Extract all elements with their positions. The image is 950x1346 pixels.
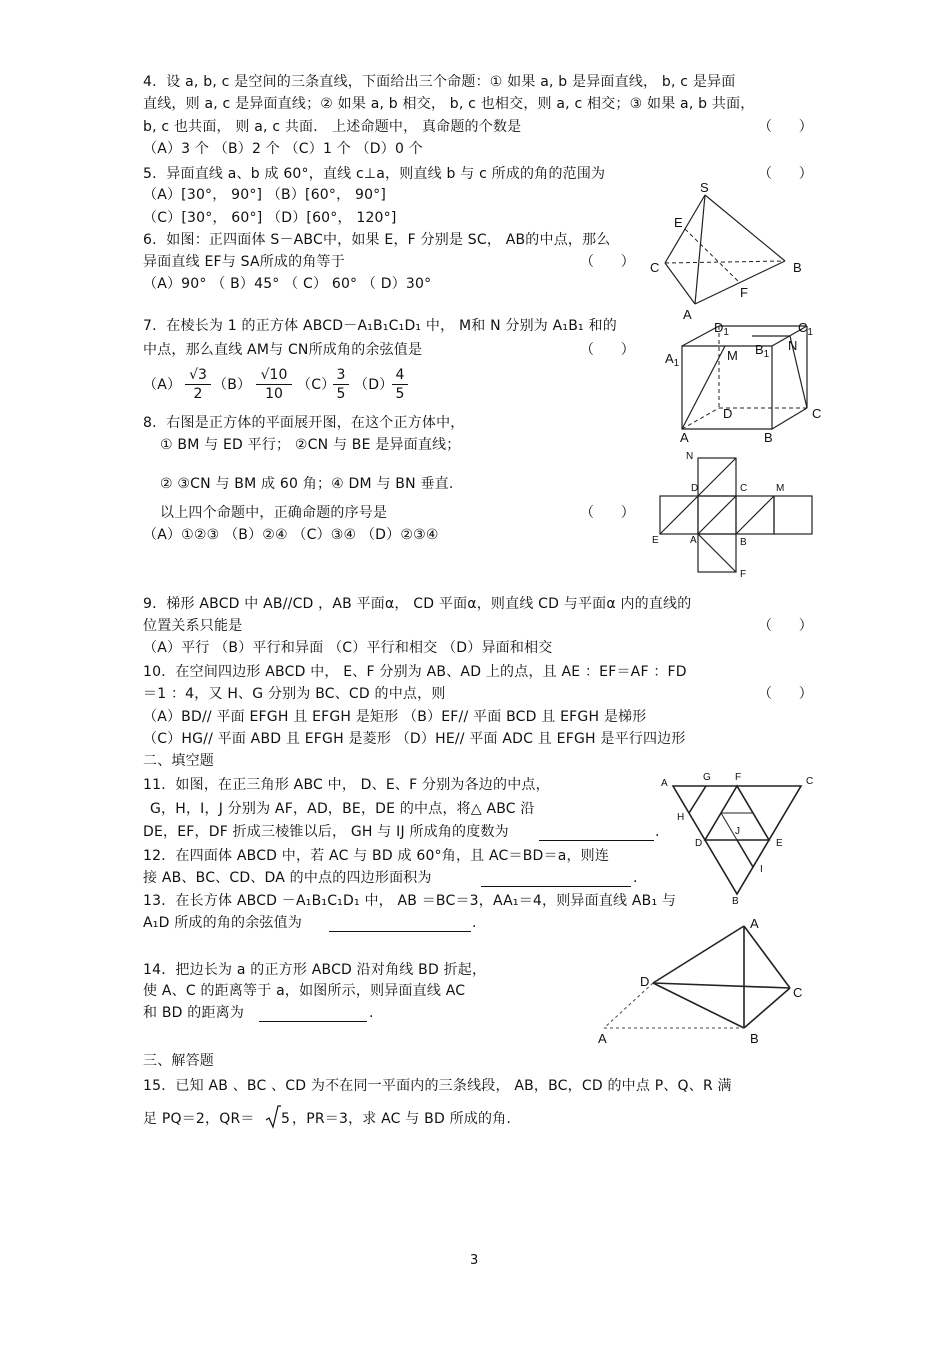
q7-line1: 7．在棱长为 1 的正方体 ABCD－A₁B₁C₁D₁ 中， M和 N 分别为 A₁B₁ 和的 — [143, 318, 617, 334]
q8-options: （A）①②③ （B）②④ （C）③④ （D）②③④ — [143, 527, 439, 543]
q5-line1: 5．异面直线 a、b 成 60°，直线 c⊥a，则直线 b 与 c 所成的角的范围为 — [143, 166, 606, 182]
q7-frac-b — [256, 366, 292, 403]
q12-period: . — [633, 870, 638, 886]
q10-answer-paren: （ ） — [758, 686, 813, 702]
q7-frac-a-num: √3 — [185, 366, 211, 385]
label-E: E — [674, 215, 683, 230]
q15-line2a: 足 PQ＝2，QR＝ — [143, 1111, 255, 1127]
q7-frac-c-num: 3 — [333, 366, 349, 385]
q11-answer-blank[interactable] — [539, 822, 654, 841]
label-B: B — [764, 430, 773, 445]
label-C: C — [793, 985, 803, 1000]
label-C: C — [650, 260, 660, 275]
q10-options-cd: （C）HG// 平面 ABD 且 EFGH 是菱形 （D）HE// 平面 ADC 且 EFGH 是平行四边形 — [143, 731, 686, 747]
q4-options: （A）3 个 （B）2 个 （C）1 个 （D）0 个 — [143, 141, 423, 157]
label-C1: $C_1$ — [798, 320, 813, 338]
q14-line2: 使 A、C 的距离等于 a，如图所示，则异面直线 AC — [143, 983, 466, 999]
q13-line2: A₁D 所成的角的余弦值为 — [143, 915, 303, 931]
q7-frac-c — [333, 366, 349, 403]
label-S: S — [700, 180, 709, 195]
q15-sqrt-radicand: 5 — [281, 1111, 291, 1127]
q14-answer-blank[interactable] — [259, 1003, 367, 1022]
q7-opt-d: （D） — [354, 377, 394, 393]
q7-line2: 中点，那么直线 AM与 CN所成角的余弦值是 — [143, 342, 423, 358]
section-fill-in: 二、填空题 — [143, 753, 214, 769]
label-D1: $D_1$ — [714, 320, 729, 338]
label-A: A — [680, 430, 689, 445]
label-A-bottom: A — [598, 1031, 607, 1046]
q7-frac-d-den: 5 — [395, 386, 405, 402]
sqrt-sign — [265, 1104, 281, 1130]
q10-line1: 10．在空间四边形 ABCD 中， E、F 分别为 AB、AD 上的点，且 AE ：EF＝AF ：FD — [143, 664, 687, 680]
q4-line3: b, c 也共面， 则 a, c 共面． 上述命题中， 真命题的个数是 — [143, 119, 522, 135]
q11-line1: 11．如图，在正三角形 ABC 中， D、E、F 分别为各边的中点， — [143, 777, 550, 793]
q15-line2b: ，PR＝3，求 AC 与 BD 所成的角. — [292, 1111, 512, 1127]
q12-line2: 接 AB、BC、CD、DA 的中点的四边形面积为 — [143, 870, 432, 886]
label-N: N — [686, 451, 694, 462]
q11-period: . — [655, 824, 660, 840]
label-B: B — [732, 896, 739, 907]
label-D: D — [723, 406, 733, 421]
q7-opt-c: （C） — [297, 377, 336, 393]
q4-line2: 直线，则 a, c 是异面直线；② 如果 a, b 相交， b, c 也相交，则 a, c 相交；③ 如果 a, b 共面， — [143, 96, 755, 112]
label-F: F — [735, 772, 742, 783]
q8-line2: ① BM 与 ED 平行； ②CN 与 BE 是异面直线； — [160, 437, 461, 453]
cube-net-figure — [648, 448, 828, 580]
q8-line3: ② ③CN 与 BM 成 60 角；④ DM 与 BN 垂直. — [160, 476, 454, 492]
label-A-top: A — [750, 916, 759, 931]
label-A1: $A_1$ — [665, 351, 680, 369]
q13-line1: 13．在长方体 ABCD －A₁B₁C₁D₁ 中， AB ＝BC＝3，AA₁＝4，则异面直线 AB₁ 与 — [143, 893, 677, 909]
q7-frac-d-num: 4 — [392, 366, 408, 385]
q15-line1: 15．已知 AB 、BC 、CD 为不在同一平面内的三条线段， AB，BC，CD 的中点 P、Q、R 满 — [143, 1078, 732, 1094]
q4-line1: 4．设 a, b, c 是空间的三条直线，下面给出三个命题：① 如果 a, b 是异面直线， b, c 是异面 — [143, 74, 736, 90]
q5-options-ab: （A）[30°， 90°] （B）[60°， 90°] — [143, 187, 387, 203]
q6-line1: 6．如图：正四面体 S－ABC中，如果 E，F 分别是 SC， AB的中点，那么 — [143, 232, 611, 248]
q14-line3: 和 BD 的距离为 — [143, 1005, 245, 1021]
label-D: D — [640, 974, 650, 989]
q7-frac-a — [185, 366, 211, 403]
label-F: F — [740, 285, 748, 300]
label-B: B — [793, 260, 802, 275]
q9-answer-paren: （ ） — [758, 618, 813, 634]
label-I: I — [760, 864, 763, 875]
q12-line1: 12．在四面体 ABCD 中，若 AC 与 BD 成 60°角，且 AC＝BD＝a，则连 — [143, 848, 610, 864]
q7-frac-a-den: 2 — [193, 386, 203, 402]
q6-line2: 异面直线 EF与 SA所成的角等于 — [143, 254, 345, 270]
label-E: E — [652, 535, 659, 546]
q8-line4: 以上四个命题中，正确命题的序号是 — [160, 505, 388, 521]
label-E: E — [776, 838, 783, 849]
label-C: C — [812, 406, 822, 421]
cube-figure — [662, 318, 832, 448]
label-G: G — [703, 772, 711, 783]
folded-square-figure — [590, 912, 810, 1047]
label-F: F — [740, 569, 747, 580]
q7-opt-b: （B） — [213, 377, 252, 393]
label-A: A — [661, 778, 668, 789]
q7-answer-paren: （ ） — [580, 342, 635, 358]
tetrahedron-figure — [645, 178, 820, 323]
q10-options-ab: （A）BD// 平面 EFGH 且 EFGH 是矩形 （B）EF// 平面 BCD 且 EFGH 是梯形 — [143, 709, 647, 725]
q13-answer-blank[interactable] — [329, 913, 471, 932]
section-solutions: 三、解答题 — [143, 1053, 214, 1069]
q6-answer-paren: （ ） — [580, 254, 635, 270]
label-B: B — [750, 1031, 759, 1046]
label-B: B — [740, 537, 747, 548]
q7-frac-b-den: 10 — [265, 386, 283, 402]
label-D: D — [695, 838, 703, 849]
page-number: 3 — [470, 1253, 479, 1268]
q12-answer-blank[interactable] — [481, 868, 631, 887]
triangle-figure — [655, 768, 820, 908]
q11-line2: G，H，I，J 分别为 AF，AD，BE，DE 的中点，将△ ABC 沿 — [150, 801, 535, 817]
q9-line1: 9．梯形 ABCD 中 AB//CD ，AB 平面α， CD 平面α，则直线 CD 与平面α 内的直线的 — [143, 596, 692, 612]
q9-options: （A）平行 （B）平行和异面 （C）平行和相交 （D）异面和相交 — [143, 640, 553, 656]
label-D: D — [691, 483, 699, 494]
q7-frac-b-num: √10 — [256, 366, 292, 385]
q14-period: . — [369, 1005, 374, 1021]
q7-frac-c-den: 5 — [336, 386, 346, 402]
q5-options-cd: （C）[30°， 60°] （D）[60°， 120°] — [143, 210, 397, 226]
label-C: C — [740, 483, 748, 494]
q5-answer-paren: （ ） — [758, 166, 813, 182]
q6-options: （A）90° （ B）45° （ C） 60° （ D）30° — [143, 276, 432, 292]
q8-answer-paren: （ ） — [580, 505, 635, 521]
label-H: H — [677, 812, 685, 823]
q7-opt-a: （A） — [143, 377, 182, 393]
label-A: A — [683, 307, 692, 322]
q13-period: . — [472, 915, 477, 931]
q10-line2: ＝1 ：4，又 H、G 分别为 BC、CD 的中点，则 — [143, 686, 446, 702]
q8-line1: 8．右图是正方体的平面展开图，在这个正方体中， — [143, 415, 465, 431]
label-M: M — [727, 348, 738, 363]
label-N: N — [788, 338, 798, 353]
q9-line2: 位置关系只能是 — [143, 618, 243, 634]
label-C: C — [806, 776, 814, 787]
label-M: M — [776, 483, 785, 494]
label-J: J — [735, 826, 740, 837]
q14-line1: 14．把边长为 a 的正方形 ABCD 沿对角线 BD 折起， — [143, 962, 487, 978]
q4-answer-paren: （ ） — [758, 119, 813, 135]
q11-line3: DE，EF，DF 折成三棱锥以后， GH 与 IJ 所成角的度数为 — [143, 824, 509, 840]
label-B1: $B_1$ — [755, 342, 770, 360]
q7-frac-d — [392, 366, 408, 403]
label-A: A — [690, 535, 697, 546]
